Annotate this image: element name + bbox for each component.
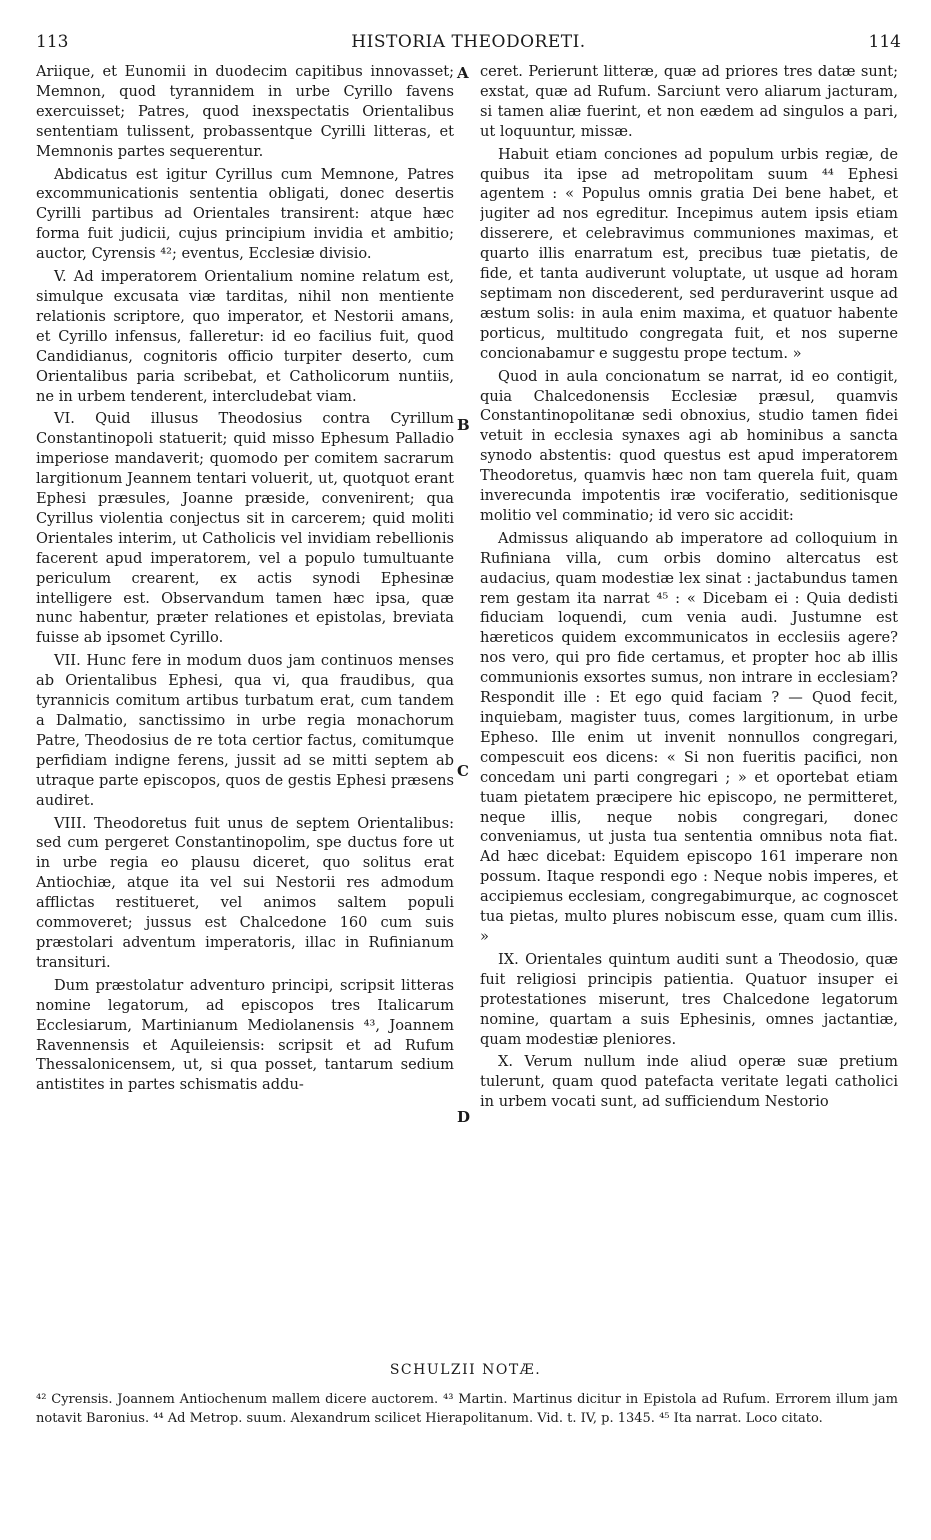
paragraph: VIII. Theodoretus fuit unus de septem Orientalibus: sed cum pergeret Constantinopolim, spe ductus fore ut in urbe regia eo plausu diceret, quo solitus erat Antiochiæ, atque ita vel sui Nestorii res admodum afflictas restitueret, vel animos saltem populi commoveret; jussus est Chalcedone 160 cum suis præstolari adventum imperatoris, illac in Rufinianum transituri. (36, 814, 454, 971)
page-number-right: 114 (868, 32, 901, 52)
left-column (36, 62, 454, 1352)
paragraph: VII. Hunc fere in modum duos jam continuos menses ab Orientalibus Ephesi, qua vi, qua fraudibus, qua tyrannicis comitum artibus turbatum erat, cum tandem a Dalmatio, sanctissimo in urbe regia monachorum Patre, Theodosius de re tota certior factus, comitumque perfidiam indigne ferens, jussit ad se mitti septem ab utraque parte episcopos, quos de gestis Ephesi præsens audiret. (36, 652, 454, 809)
paragraph: Dum præstolatur adventuro principi, scripsit litteras nomine legatorum, ad episcopos tres Italicarum Ecclesiarum, Martinianum Mediolanensis ⁴³, Joannem Ravennensis et Aquileiensis: scripsit et ad Rufum Thessalonicensem, ut, si qua posset, tantarum sedium antistites in partes schismatis addu- (36, 976, 454, 1094)
page-number-left: 113 (36, 32, 69, 52)
running-title: HISTORIA THEODORETI. (351, 32, 586, 52)
margin-marker-b: B (457, 416, 470, 434)
paragraph: Abdicatus est igitur Cyrillus cum Memnone, Patres excommunicationis sententia obligati, donec desertis Cyrilli partibus ad Orientales transirent: atque hæc forma fuit judicii, cujus principium invidia et ambitio; auctor, Cyrensis ⁴²; eventus, Ecclesiæ divisio. (36, 165, 454, 263)
footnotes: ⁴² Cyrensis. Joannem Antiochenum mallem dicere auctorem. ⁴³ Martin. Martinus dicitur in Epistola ad Rufum. Errorem illum jam notavit Baronius. ⁴⁴ Ad Metrop. suum. Alexandrum scilicet Hierapolitanum. Vid. t. IV, p. 1345. ⁴⁵ Ita narrat. Loco citato. (36, 1392, 898, 1426)
paragraph: IX. Orientales quintum auditi sunt a Theodosio, quæ fuit religiosi principis patientia. Quatuor insuper ei protestationes miserunt, tres Chalcedone legatorum nomine, quartam a suis Ephesinis, omnes jactantiæ, quam modestiæ pleniores. (480, 950, 898, 1048)
page-header (36, 32, 901, 62)
paragraph: Quod in aula concionatum se narrat, id eo contigit, quia Chalcedonensis Ecclesiæ præsul, quamvis Constantinopolitanæ sedi obnoxius, studio tamen fidei vetuit in ecclesia synaxes agi ab hominibus a sancta synodo abstentis: quod questus est apud imperatorem Theodoretus, quamvis hæc non tam querela fuit, quam inverecunda impotentis iræ vociferatio, seditionisque molitio vel comminatio; id vero sic accidit: (480, 367, 898, 524)
paragraph: ceret. Perierunt litteræ, quæ ad priores tres datæ sunt; exstat, quæ ad Rufum. Sarciunt vero aliarum jacturam, si tamen aliæ fuerint, et non eædem ad singulos a pari, ut loquuntur, missæ. (480, 63, 898, 140)
margin-marker-d: D (457, 1108, 471, 1126)
margin-marker-c: C (457, 762, 469, 780)
right-column (480, 62, 898, 1352)
paragraph: Habuit etiam conciones ad populum urbis regiæ, de quibus ita ipse ad metropolitam suum ⁴⁴ Ephesi agentem : « Populus omnis gratia Dei bene habet, et jugiter ad nos egreditur. Incepimus autem ipsis etiam disserere, et celebravimus communiones maximas, et quarto illis enarratum est, precibus tuæ pietatis, de fide, et tanta audiverunt voluptate, ut usque ad horam septimam non discederent, sed perduraverint usque ad æstum solis: in aula enim maxima, et quatuor habente porticus, multitudo congregata fuit, et nos superne concionabamur e suggestu prope tectum. » (480, 145, 898, 362)
paragraph: VI. Quid illusus Theodosius contra Cyrillum Constantinopoli statuerit; quid misso Ephesum Palladio imperiose mandaverit; quomodo per comitem sacrarum largitionum Jeannem tentari voluerit, ut, quotquot erant Ephesi præsules, Joanne præside, convenirent; qua Cyrillus violentia conjectus sit in carcerem; quid moliti Orientales interim, ut Catholicis vel invidiam rebellionis facerent apud imperatorem, vel a populo tumultuante periculum crearent, ex actis synodi Ephesinæ intelligere est. Observandum tamen hæc ipsa, quæ nunc habentur, præter relationes et epistolas, breviata fuisse ab ipsomet Cyrillo. (36, 410, 454, 647)
paragraph: Admissus aliquando ab imperatore ad colloquium in Rufiniana villa, cum orbis domino altercatus est audacius, quam modestiæ lex sinat : jactabundus tamen rem gestam ita narrat ⁴⁵ : « Dicebam ei : Quia dedisti fiduciam loquendi, cum venia audi. Justumne est hæreticos quidem excommunicatos in ecclesiis agere? nos vero, qui pro fide certamus, et propter hoc ab illis communionis exsortes sumus, non intrare in ecclesiam? Respondit ille : Et ego quid faciam ? — Quod fecit, inquiebam, magister tuus, comes largitionum, in urbe Epheso. Ille enim ut invenit nonnullos congregari, compescuit eos dicens: « Si non fueritis pacifici, non concedam uni parti congregari ; » et oportebat etiam tuam pietatem præcipere hic episcopo, ne permitteret, neque illis, neque nobis congregari, donec conveniamus, ut justa tua sententia omnibus nota fiat. Ad hæc dicebat: Equidem episcopo 161 imperare non possum. Itaque respondi ego : Neque nobis imperes, et accipiemus ecclesiam, congregabimurque, ac cognoscet tua pietas, multo plures nobiscum esse, quam cum illis. » (480, 529, 898, 945)
margin-marker-a: A (457, 64, 469, 82)
paragraph: Ariique, et Eunomii in duodecim capitibus innovasset; Memnon, quod tyrannidem in urbe Cyrillo favens exercuisset; Patres, quod inexspectatis Orientalibus sententiam tulissent, probassentque Cyrilli litteras, et Memnonis partes sequerentur. (36, 63, 454, 160)
paragraph: X. Verum nullum inde aliud operæ suæ pretium tulerunt, quam quod patefacta veritate legati catholici in urbem vocati sunt, ad sufficiendum Nestorio (480, 1053, 898, 1111)
paragraph: V. Ad imperatorem Orientalium nomine relatum est, simulque excusata viæ tarditas, nihil non mentiente relationis scriptore, quo imperator, et Nestorii amans, et Cyrillo infensus, falleretur: id eo facilius fuit, quod Candidianus, cognitoris officio turpiter deserto, cum Orientalibus paria scribebat, et Catholicorum nuntiis, ne in urbem tenderent, intercludebat viam. (36, 268, 454, 405)
notes-heading: SCHULZII NOTÆ. (389, 1362, 542, 1378)
